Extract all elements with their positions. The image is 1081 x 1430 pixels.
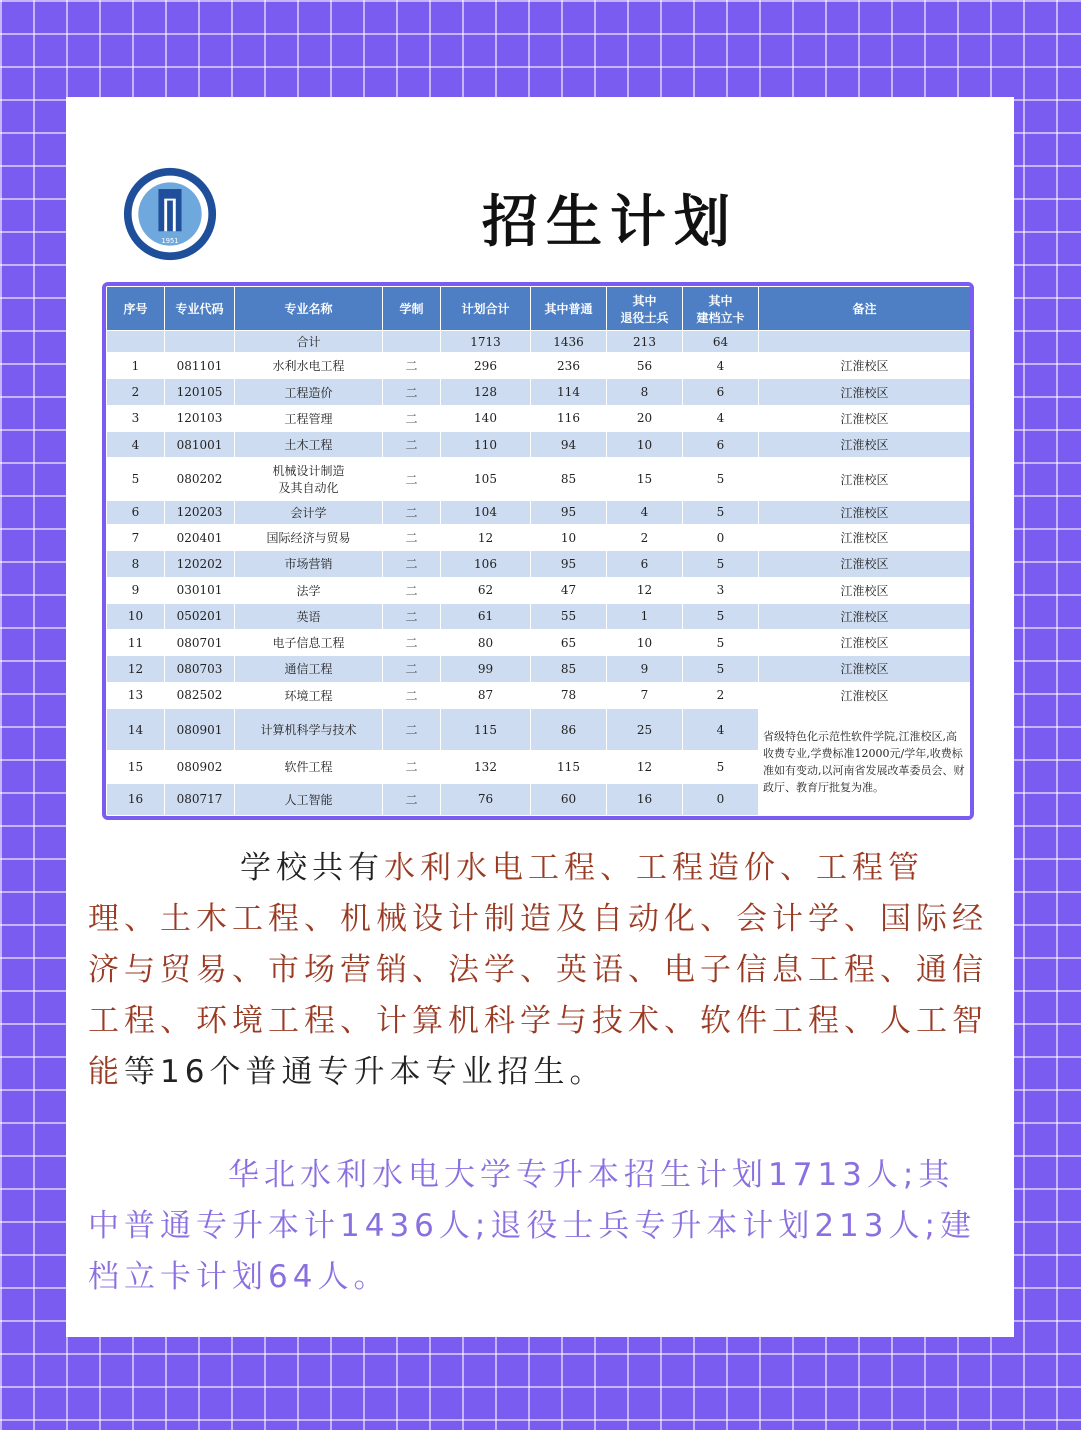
plan-veteran: 10 (607, 432, 683, 458)
row-number: 6 (107, 500, 165, 524)
study-years: 二 (383, 405, 441, 431)
column-header: 专业代码 (165, 287, 235, 331)
table-row (107, 458, 971, 500)
plan-poverty: 4 (683, 708, 759, 750)
remark: 江淮校区 (759, 603, 971, 629)
table-row (107, 379, 971, 405)
plan-poverty: 4 (683, 405, 759, 431)
plan-poverty: 5 (683, 603, 759, 629)
summary-paragraph (88, 1150, 988, 1303)
total-poverty: 64 (683, 331, 759, 353)
major-code: 080703 (165, 656, 235, 682)
majors-list: 水利水电工程、工程造价、工程管理、土木工程、机械设计制造及自动化、会计学、国际经济与贸易、市场营销、法学、英语、电子信息工程、通信工程、环境工程、计算机科学与技术、软件工程、人工智能 (88, 850, 988, 1090)
plan-normal: 85 (531, 656, 607, 682)
total-veteran: 213 (607, 331, 683, 353)
major-name: 环境工程 (235, 682, 383, 708)
table-row (107, 708, 971, 750)
plan-poverty: 6 (683, 432, 759, 458)
row-number: 9 (107, 577, 165, 603)
plan-normal: 114 (531, 379, 607, 405)
plan-poverty: 5 (683, 656, 759, 682)
plan-veteran: 16 (607, 783, 683, 815)
major-name: 市场营销 (235, 551, 383, 577)
table-row (107, 551, 971, 577)
enrollment-table (102, 282, 974, 820)
plan-normal: 85 (531, 458, 607, 500)
plan-poverty: 4 (683, 353, 759, 379)
major-code: 020401 (165, 524, 235, 550)
row-number: 15 (107, 751, 165, 783)
total-row (107, 331, 971, 353)
remark: 江淮校区 (759, 353, 971, 379)
plan-poverty: 3 (683, 577, 759, 603)
plan-total: 105 (441, 458, 531, 500)
total-normal: 1436 (531, 331, 607, 353)
table-row (107, 432, 971, 458)
plan-normal: 55 (531, 603, 607, 629)
major-code: 081001 (165, 432, 235, 458)
study-years: 二 (383, 577, 441, 603)
plan-poverty: 5 (683, 630, 759, 656)
column-header: 其中普通 (531, 287, 607, 331)
major-name: 工程造价 (235, 379, 383, 405)
page-title: 招生计划 (482, 190, 738, 255)
table-row (107, 353, 971, 379)
remark: 江淮校区 (759, 405, 971, 431)
plan-poverty: 5 (683, 751, 759, 783)
plan-total: 296 (441, 353, 531, 379)
plan-veteran: 12 (607, 577, 683, 603)
study-years: 二 (383, 379, 441, 405)
major-name: 计算机科学与技术 (235, 708, 383, 750)
plan-normal: 94 (531, 432, 607, 458)
major-code: 080202 (165, 458, 235, 500)
plan-normal: 95 (531, 500, 607, 524)
plan-poverty: 2 (683, 682, 759, 708)
study-years: 二 (383, 630, 441, 656)
plan-poverty: 0 (683, 524, 759, 550)
plan-normal: 116 (531, 405, 607, 431)
column-header: 专业名称 (235, 287, 383, 331)
major-code: 050201 (165, 603, 235, 629)
study-years: 二 (383, 603, 441, 629)
plan-total: 132 (441, 751, 531, 783)
major-code: 080902 (165, 751, 235, 783)
row-number: 7 (107, 524, 165, 550)
plan-total: 76 (441, 783, 531, 815)
plan-total: 110 (441, 432, 531, 458)
plan-veteran: 7 (607, 682, 683, 708)
plan-normal: 236 (531, 353, 607, 379)
plan-veteran: 10 (607, 630, 683, 656)
major-name: 会计学 (235, 500, 383, 524)
table-row (107, 405, 971, 431)
plan-poverty: 5 (683, 551, 759, 577)
major-name: 机械设计制造 及其自动化 (235, 458, 383, 500)
major-name: 电子信息工程 (235, 630, 383, 656)
remark: 江淮校区 (759, 379, 971, 405)
remark: 江淮校区 (759, 500, 971, 524)
study-years: 二 (383, 708, 441, 750)
plan-normal: 115 (531, 751, 607, 783)
table-row (107, 630, 971, 656)
row-number: 4 (107, 432, 165, 458)
study-years: 二 (383, 656, 441, 682)
plan-normal: 65 (531, 630, 607, 656)
column-header: 计划合计 (441, 287, 531, 331)
plan-total: 106 (441, 551, 531, 577)
study-years: 二 (383, 353, 441, 379)
majors-paragraph (88, 843, 988, 1098)
total-plan: 1713 (441, 331, 531, 353)
plan-total: 140 (441, 405, 531, 431)
major-code: 080717 (165, 783, 235, 815)
plan-normal: 78 (531, 682, 607, 708)
plan-total: 12 (441, 524, 531, 550)
table-cell (107, 331, 165, 353)
table-row (107, 682, 971, 708)
major-name: 通信工程 (235, 656, 383, 682)
row-number: 16 (107, 783, 165, 815)
table-row (107, 524, 971, 550)
majors-tail: 等16个普通专升本专业招生。 (124, 1054, 606, 1090)
remark: 江淮校区 (759, 577, 971, 603)
plan-poverty: 5 (683, 500, 759, 524)
major-code: 120103 (165, 405, 235, 431)
plan-total: 128 (441, 379, 531, 405)
plan-normal: 47 (531, 577, 607, 603)
study-years: 二 (383, 500, 441, 524)
plan-normal: 95 (531, 551, 607, 577)
plan-total: 61 (441, 603, 531, 629)
total-label: 合计 (235, 331, 383, 353)
row-number: 1 (107, 353, 165, 379)
table-header-row (107, 287, 971, 331)
major-code: 080901 (165, 708, 235, 750)
plan-poverty: 5 (683, 458, 759, 500)
study-years: 二 (383, 751, 441, 783)
row-number: 12 (107, 656, 165, 682)
table-row (107, 603, 971, 629)
plan-veteran: 20 (607, 405, 683, 431)
major-code: 082502 (165, 682, 235, 708)
university-seal-icon (122, 166, 218, 262)
plan-veteran: 4 (607, 500, 683, 524)
major-code: 120203 (165, 500, 235, 524)
major-name: 法学 (235, 577, 383, 603)
column-header: 其中 退役士兵 (607, 287, 683, 331)
plan-veteran: 9 (607, 656, 683, 682)
major-name: 英语 (235, 603, 383, 629)
row-number: 2 (107, 379, 165, 405)
table-cell (165, 331, 235, 353)
remark: 江淮校区 (759, 630, 971, 656)
plan-veteran: 15 (607, 458, 683, 500)
plan-veteran: 2 (607, 524, 683, 550)
study-years: 二 (383, 551, 441, 577)
plan-veteran: 1 (607, 603, 683, 629)
table-row (107, 656, 971, 682)
table-cell (759, 331, 971, 353)
major-name: 软件工程 (235, 751, 383, 783)
major-name: 国际经济与贸易 (235, 524, 383, 550)
study-years: 二 (383, 682, 441, 708)
plan-total: 99 (441, 656, 531, 682)
merged-remark: 省级特色化示范性软件学院,江淮校区,高收费专业,学费标准12000元/学年,收费标准如有变动,以河南省发展改革委员会、财政厅、教育厅批复为准。 (759, 708, 971, 815)
table-row (107, 577, 971, 603)
major-code: 030101 (165, 577, 235, 603)
major-name: 工程管理 (235, 405, 383, 431)
row-number: 11 (107, 630, 165, 656)
remark: 江淮校区 (759, 524, 971, 550)
table-row (107, 500, 971, 524)
majors-lead: 学校共有 (240, 850, 384, 886)
remark: 江淮校区 (759, 682, 971, 708)
row-number: 10 (107, 603, 165, 629)
plan-total: 80 (441, 630, 531, 656)
plan-normal: 86 (531, 708, 607, 750)
plan-total: 104 (441, 500, 531, 524)
remark: 江淮校区 (759, 656, 971, 682)
plan-poverty: 0 (683, 783, 759, 815)
plan-veteran: 25 (607, 708, 683, 750)
major-name: 人工智能 (235, 783, 383, 815)
summary-text: 华北水利水电大学专升本招生计划1713人;其中普通专升本计1436人;退役士兵专升本计划213人;建档立卡计划64人。 (88, 1157, 976, 1295)
plan-total: 62 (441, 577, 531, 603)
study-years: 二 (383, 432, 441, 458)
plan-veteran: 56 (607, 353, 683, 379)
plan-normal: 10 (531, 524, 607, 550)
column-header: 学制 (383, 287, 441, 331)
remark: 江淮校区 (759, 551, 971, 577)
column-header: 其中 建档立卡 (683, 287, 759, 331)
major-name: 土木工程 (235, 432, 383, 458)
plan-veteran: 12 (607, 751, 683, 783)
table-cell (383, 331, 441, 353)
row-number: 5 (107, 458, 165, 500)
column-header: 序号 (107, 287, 165, 331)
row-number: 3 (107, 405, 165, 431)
row-number: 8 (107, 551, 165, 577)
study-years: 二 (383, 524, 441, 550)
major-name: 水利水电工程 (235, 353, 383, 379)
plan-total: 115 (441, 708, 531, 750)
major-code: 081101 (165, 353, 235, 379)
major-code: 120202 (165, 551, 235, 577)
plan-veteran: 6 (607, 551, 683, 577)
study-years: 二 (383, 458, 441, 500)
major-code: 120105 (165, 379, 235, 405)
plan-normal: 60 (531, 783, 607, 815)
row-number: 14 (107, 708, 165, 750)
remark: 江淮校区 (759, 458, 971, 500)
seal-year: 1951 (161, 236, 179, 245)
plan-poverty: 6 (683, 379, 759, 405)
column-header: 备注 (759, 287, 971, 331)
major-code: 080701 (165, 630, 235, 656)
remark: 江淮校区 (759, 432, 971, 458)
plan-total: 87 (441, 682, 531, 708)
study-years: 二 (383, 783, 441, 815)
row-number: 13 (107, 682, 165, 708)
plan-veteran: 8 (607, 379, 683, 405)
